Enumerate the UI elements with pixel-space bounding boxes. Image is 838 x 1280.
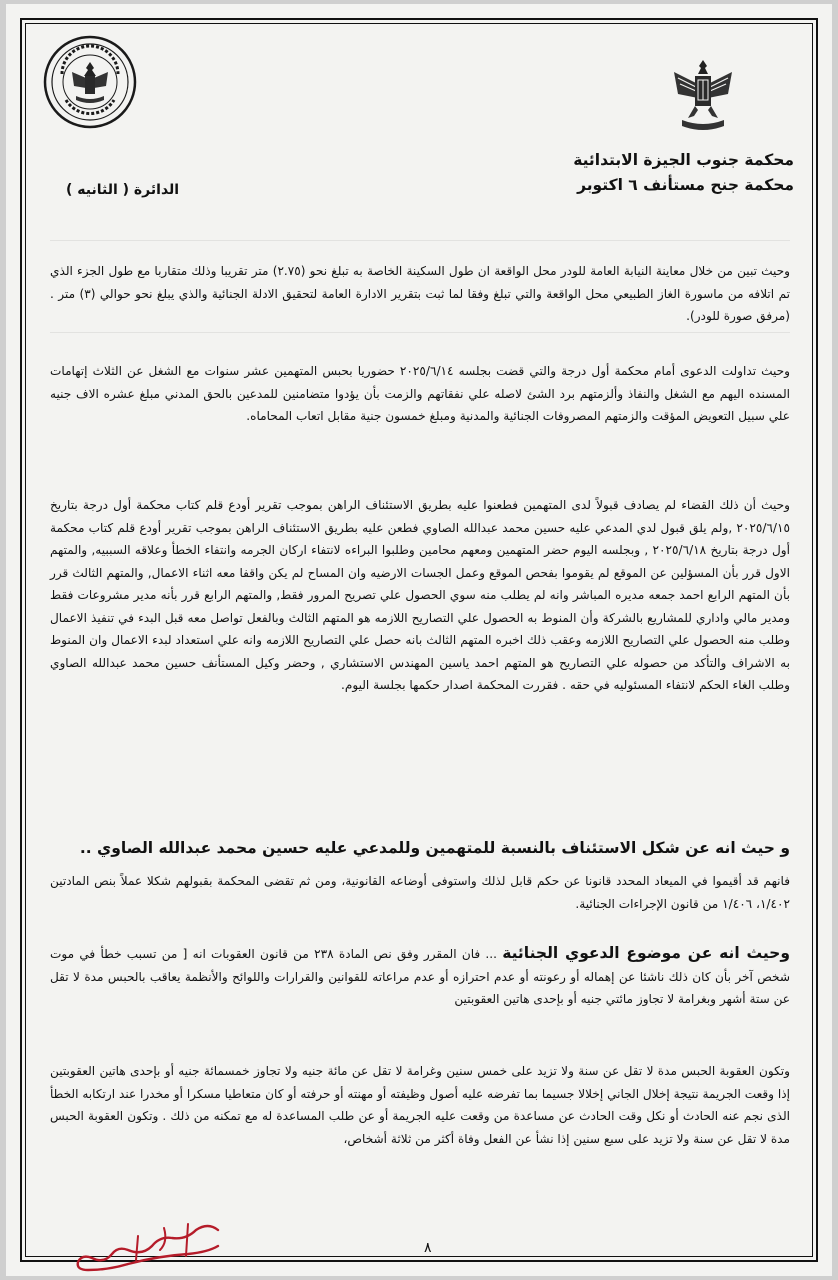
- paragraph-appeal: وحيث أن ذلك القضاء لم يصادف قبولاً لدى المتهمين فطعنوا عليه بطريق الاستئناف الراهن بموجب تقرير أودع قلم كتاب محكمة أول درجة بتاريخ ٢٠٢٥/٦/١٥ ,ولم يلق قبول لدي المدعي عليه حسين محمد عبدالله الصاوي فطعن عليه بطريق الاستئناف الراهن بموجب تقرير أودع قلم كتاب محكمة أول درجة بتاريخ ٢٠٢٥/٦/١٨ , وبجلسه اليوم حضر المتهمين ومعهم محامين وطلبوا البراءه لانتفاء اركان الجرمه وانتفاء الخطأ وعلاقه السببيه, والمتهم الاول قرر بأن المسؤلين عن الموقع لم يقوموا بفحص الموقع وعمل الجسات الارضيه وان المساح لم يكن واقفا معه اثناء الاعمال, والمتهم الثالث قرر بأن المتهم الرابع احمد جمعه مديره المباشر وانه لم يطلب منه سوي الحصول علي تصريح المرور فقط, والمتهم الرابع قرر بأنه مدير مشروعات فقط ومدير مالي واداري للمشاريع بالشركة وأن المنوط به الحصول علي التصاريح اللازمه هو المتهم الثالث وبالفعل تواصل معه قبل البدء في تنفيذ الاعمال وطلب منه الحصول علي التصاريح اللازمه وعقب ذلك اخبره المتهم الثالث بانه حصل علي التصاريح اللازمه وانه علي استعداد لبدء الاعمال وان المنوط به الاشراف والتأكد من حصوله علي التصاريح هو المتهم احمد ياسين المهندس الاستشاري , وحضر وكيل المستأنف حسين محمد عبدالله الصاوي وطلب الغاء الحكم لانتفاء المسئوليه في حقه . فقررت المحكمة اصدار حكمها بجلسة اليوم.: [50, 498, 790, 692]
- court-seal-icon: [42, 34, 138, 130]
- heading-appeal-form: و حيث انه عن شكل الاستئناف بالنسبة للمتهمين وللمدعي عليه حسين محمد عبدالله الصاوي ..: [79, 839, 790, 857]
- paragraph-first-instance: وحيث تداولت الدعوى أمام محكمة أول درجة والتي قضت بجلسه ٢٠٢٥/٦/١٤ حضوريا بحبس المتهمين عشر سنوات مع الشغل عن الثلاث إتهامات المسنده اليهم مع الشغل والنفاذ وألزمتهم برد الشئ لاصله علي نفقاتهم والزمت بأن يؤدوا متضامنين للمدعين بالحق المدني مبلغ عشره الاف جنيه علي سبيل التعويض المؤقت والزمتهم المصروفات الجنائية والمدنية ومبلغ خمسون جنية مقابل اتعاب المحاماه.: [50, 364, 790, 423]
- paragraph-appeal-form: فانهم قد أقيموا في الميعاد المحدد قانونا عن حكم قابل لذلك واستوفى أوضاعه القانونية، ومن ثم تقضى المحكمة بقبولهم شكلا عملاً بنص المادتين ١/٤٠٢، ١/٤٠٦ من قانون الإجراءات الجنائية.: [50, 874, 790, 911]
- handwritten-signature: [68, 1216, 228, 1274]
- paragraph-penalty: وتكون العقوبة الحبس مدة لا تقل عن سنة ولا تزيد على خمس سنين وغرامة لا تقل عن مائة جنيه ولا تجاوز خمسمائة جنيه أو بإحدى هاتين العقوبتين إذا وقعت الجريمة نتيجة إخلال الجاني إخلالا جسيما بما تفرضه عليه أصول وظيفته أو مهنته أو حرفته أو كان متعاطيا مسكرا أو مخدرا عند ارتكابه الخطأ الذى نجم عنه الحادث أو نكل وقت الحادث عن مساعدة من وقعت عليه الجريمة أو عن طلب المساعدة له مع تمكنه من ذلك . وتكون العقوبة الحبس مدة لا تقل عن سنة ولا تزيد على سبع سنين إذا نشأ عن الفعل وفاة أكثر من ثلاثة أشخاص،: [50, 1064, 790, 1146]
- court-subname: محكمة جنح مستأنف ٦ اكتوبر: [577, 176, 794, 194]
- bleed-through-line: [50, 240, 790, 241]
- heading-criminal-merits: وحيث انه عن موضوع الدعوي الجنائية: [502, 944, 790, 962]
- criminal-merits-text: ... فان المقرر وفق نص المادة ٢٣٨ من قانون العقوبات انه [ من تسبب خطأ في موت شخص آخر بأن كان ذلك ناشئا عن إهماله أو رعونته أو عدم احترازه أو عدم مراعاته للقوانين والقرارات واللوائح والأنظمة يعاقب بالحبس مدة لا تقل عن ستة أشهر وبغرامة لا تجاوز مائتي جنيه أو بإحدى هاتين العقوبتين: [50, 947, 790, 1006]
- bleed-through-line: [50, 332, 790, 333]
- circuit-label: الدائرة ( الثانيه ): [66, 182, 180, 198]
- court-name: محكمة جنوب الجيزة الابتدائية: [573, 151, 794, 169]
- document-page: [6, 4, 832, 1276]
- paragraph-criminal-merits: [50, 942, 790, 1011]
- page-number: ٨: [424, 1240, 432, 1256]
- eagle-emblem-icon: [668, 54, 738, 140]
- paragraph-inspection: وحيث تبين من خلال معاينة النيابة العامة للودر محل الواقعة ان طول السكينة الخاصة به تبلغ نحو (٢.٧٥) متر تقريبا وذلك متقاربا مع طول الجزء الذي تم اتلافه من ماسورة الغاز الطبيعي محل الواقعة والتي تبلغ وفقا لما ثبت بتقرير الادارة العامة لتحقيق الادلة الجنائية والذي يبلغ نحو حوالي (٣) متر .(مرفق صورة للودر).: [50, 264, 790, 323]
